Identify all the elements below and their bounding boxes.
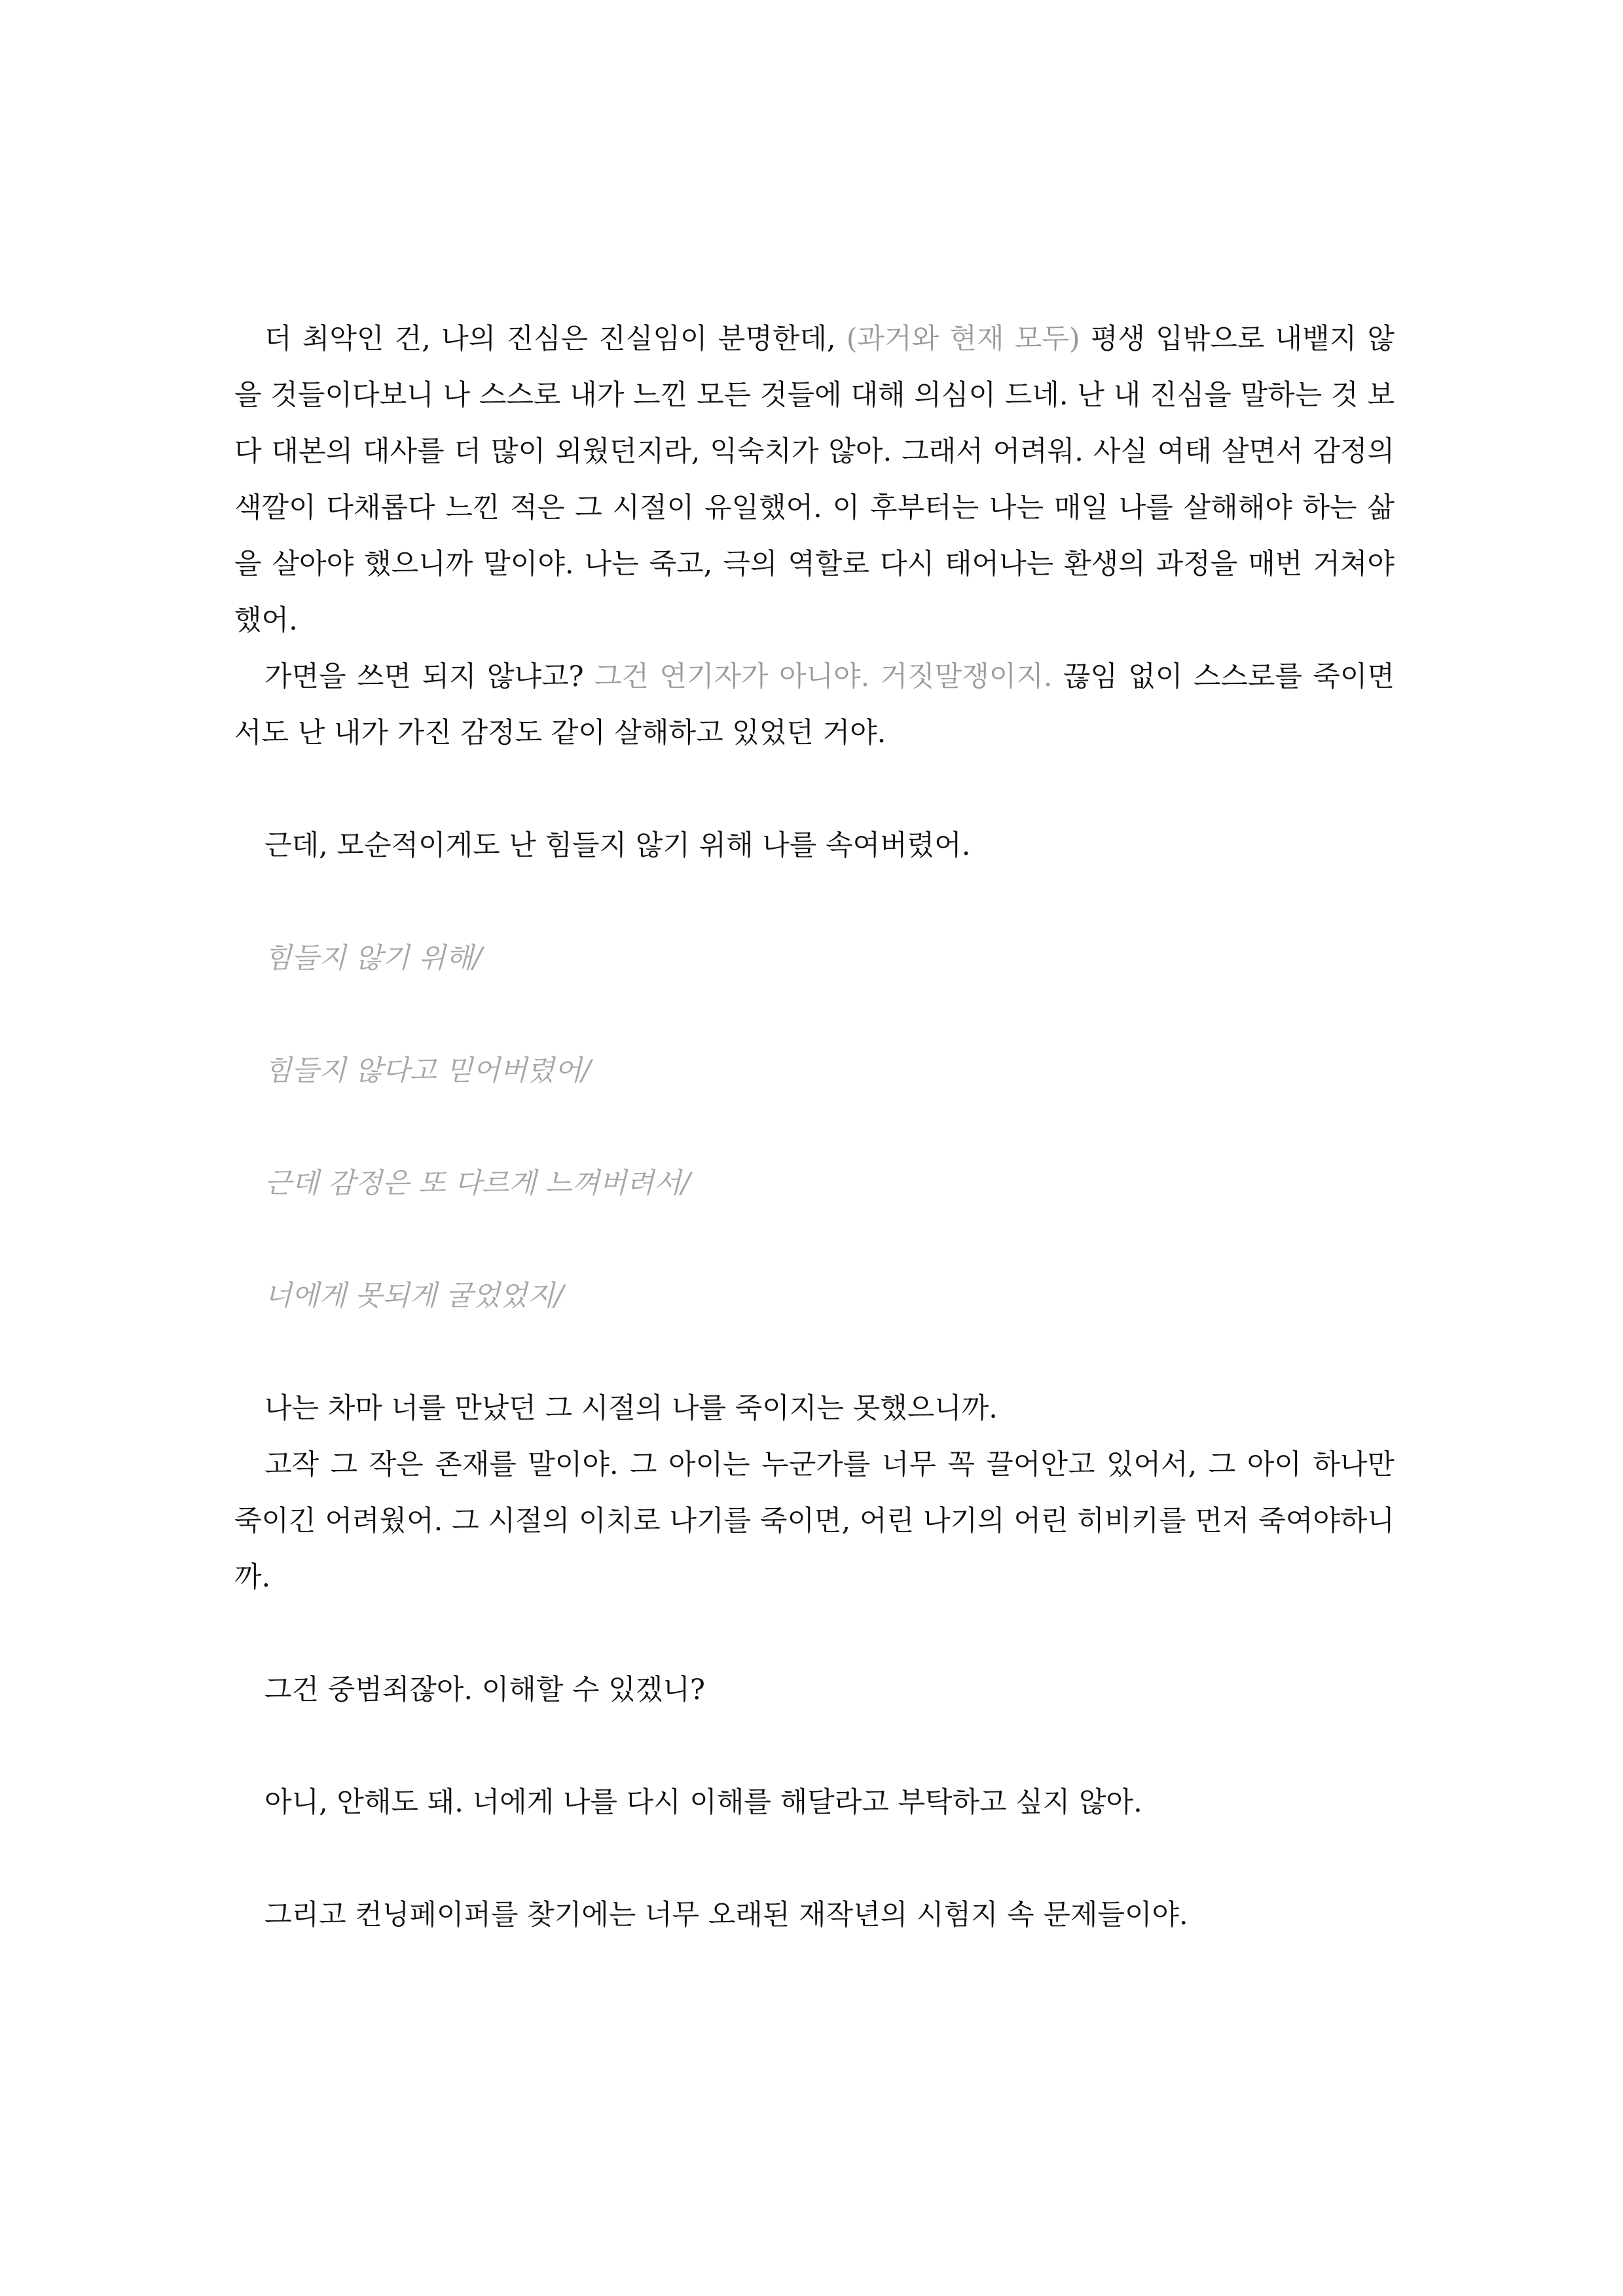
paragraph-1-gray-aside: (과거와 현재 모두) <box>846 323 1080 355</box>
paragraph-3: 근데, 모순적이게도 난 힘들지 않기 위해 나를 속여버렸어. <box>264 829 971 862</box>
paragraph-7: 아니, 안해도 돼. 너에게 나를 다시 이해를 해달라고 부탁하고 싶지 않아. <box>264 1786 1142 1819</box>
paragraph-4: 나는 차마 너를 만났던 그 시절의 나를 죽이지는 못했으니까. <box>264 1392 998 1425</box>
italic-line-1: 힘들지 않기 위해/ <box>264 942 483 975</box>
italic-line-4: 너에게 못되게 굴었었지/ <box>264 1280 564 1312</box>
paragraph-2-text-a: 가면을 쓰면 되지 않냐고? <box>264 660 594 693</box>
spacer <box>234 1718 1395 1774</box>
spacer <box>234 1099 1395 1155</box>
paragraph-8: 그리고 컨닝페이퍼를 찾기에는 너무 오래된 재작년의 시험지 속 문제들이야. <box>264 1899 1188 1931</box>
spacer <box>234 761 1395 817</box>
paragraph-1 <box>234 311 1395 649</box>
paragraph-2-text-b: 끊임 없이 스스로를 죽이면서도 난 내가 가진 감정도 같이 살해하고 있었던 거야. <box>234 660 1395 749</box>
spacer <box>234 986 1395 1043</box>
document-page <box>234 311 1395 1943</box>
paragraph-1-text-b: 평생 입밖으로 내뱉지 않을 것들이다보니 나 스스로 내가 느낀 모든 것들에 대해 의심이 드네. 난 내 진심을 말하는 것 보다 대본의 대사를 더 많이 외웠던지라, 익숙치가 않아. 그래서 어려워. 사실 여태 살면서 감정의 색깔이 다채롭다 느낀 적은 그 시절이 유일했어. 이 후부터는 나는 매일 나를 살해해야 하는 삶을 살아야 했으니까 말이야. 나는 죽고, 극의 역할로 다시 태어나는 환생의 과정을 매번 거쳐야 했어. <box>234 323 1395 637</box>
spacer <box>234 1831 1395 1887</box>
italic-line-3: 근데 감정은 또 다르게 느껴버려서/ <box>264 1167 691 1200</box>
spacer <box>234 1211 1395 1268</box>
paragraph-1-text-a: 더 최악인 건, 나의 진심은 진실임이 분명한데, <box>264 323 847 355</box>
paragraph-6: 그건 중범죄잖아. 이해할 수 있겠니? <box>264 1674 705 1706</box>
paragraph-5: 고작 그 작은 존재를 말이야. 그 아이는 누군가를 너무 꼭 끌어안고 있어서, 그 아이 하나만 죽이긴 어려웠어. 그 시절의 이치로 나기를 죽이면, 어린 나기의 어린 히비키를 먼저 죽여야하니까. <box>234 1448 1395 1594</box>
spacer <box>234 874 1395 930</box>
paragraph-2-gray-aside: 그건 연기자가 아니야. 거짓말쟁이지. <box>594 660 1053 693</box>
paragraph-2 <box>234 649 1395 761</box>
spacer <box>234 1605 1395 1662</box>
italic-line-2: 힘들지 않다고 믿어버렸어/ <box>264 1054 591 1087</box>
spacer <box>234 1324 1395 1380</box>
